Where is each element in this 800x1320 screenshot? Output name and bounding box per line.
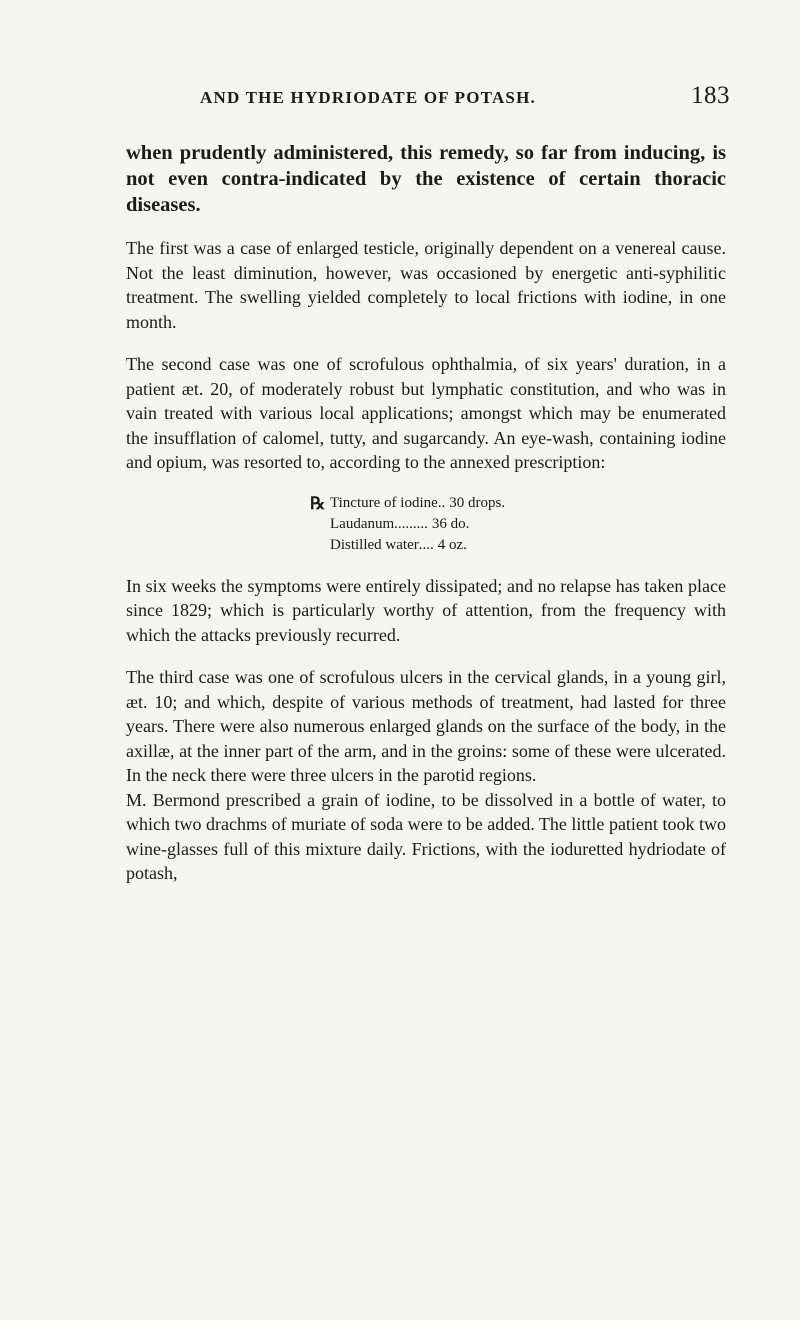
running-head: AND THE HYDRIODATE OF POTASH. xyxy=(200,88,536,107)
ingredient-name: Tincture of iodine xyxy=(330,494,438,511)
recipe-symbol: ℞ xyxy=(310,493,326,513)
paragraph-continuation: when prudently administered, this remedy, so far from inducing, is not even contra-indicated by the existence of certain thoracic diseases. xyxy=(126,142,726,216)
leader-dots: ......... xyxy=(394,515,428,532)
paragraph-first-case: The first was a case of enlarged testicle, originally dependent on a venereal cause. Not the least diminution, however, was occasioned by energetic anti-syphilitic treatment. The swelling yielded completely to local frictions with iodine, in one month. xyxy=(126,238,726,332)
paragraph-outcome: In six weeks the symptoms were entirely dissipated; and no relapse has taken place since 1829; which is particularly worthy of attention, from the frequency with which the attacks previously recurred. xyxy=(126,575,726,645)
body-text xyxy=(126,140,726,886)
paragraph-bermond: M. Bermond prescribed a grain of iodine, to be dissolved in a bottle of water, to which two drachms of muriate of soda were to be added. The little patient took two wine-glasses full of this mixture daily. Frictions, with the ioduretted hydriodate of potash, xyxy=(126,789,726,883)
prescription xyxy=(310,493,726,556)
ingredient-name: Laudanum xyxy=(330,515,395,532)
prescription-line xyxy=(310,514,726,535)
paragraph-second-case: The second case was one of scrofulous ophthalmia, of six years' duration, in a patient æt. 20, of moderately robust but lymphatic constitution, and who was in vain treated with various local applications; amongst which may be enumerated the insufflation of calomel, tutty, and sugarcandy. An eye-wash, containing iodine and opium, was resorted to, according to the annexed prescription: xyxy=(126,354,726,472)
ingredient-quantity: 36 do. xyxy=(431,515,470,532)
prescription-line xyxy=(310,493,726,514)
page-number: 183 xyxy=(691,82,730,109)
leader-dots: .. xyxy=(437,494,446,511)
page-header xyxy=(150,82,730,112)
prescription-line xyxy=(310,535,726,556)
ingredient-quantity: 30 drops. xyxy=(449,494,506,511)
paragraph-third-case: The third case was one of scrofulous ulcers in the cervical glands, in a young girl, æt. 10; and which, despite of various methods of treatment, had lasted for three years. There were also numerous enlarged glands on the surface of the body, in the axillæ, at the inner part of the arm, and in the groins: some of these were ulcerated. In the neck there were three ulcers in the parotid regions. xyxy=(126,667,726,785)
ingredient-quantity: 4 oz. xyxy=(437,536,467,553)
leader-dots: .... xyxy=(418,536,434,553)
ingredient-name: Distilled water xyxy=(330,536,419,553)
